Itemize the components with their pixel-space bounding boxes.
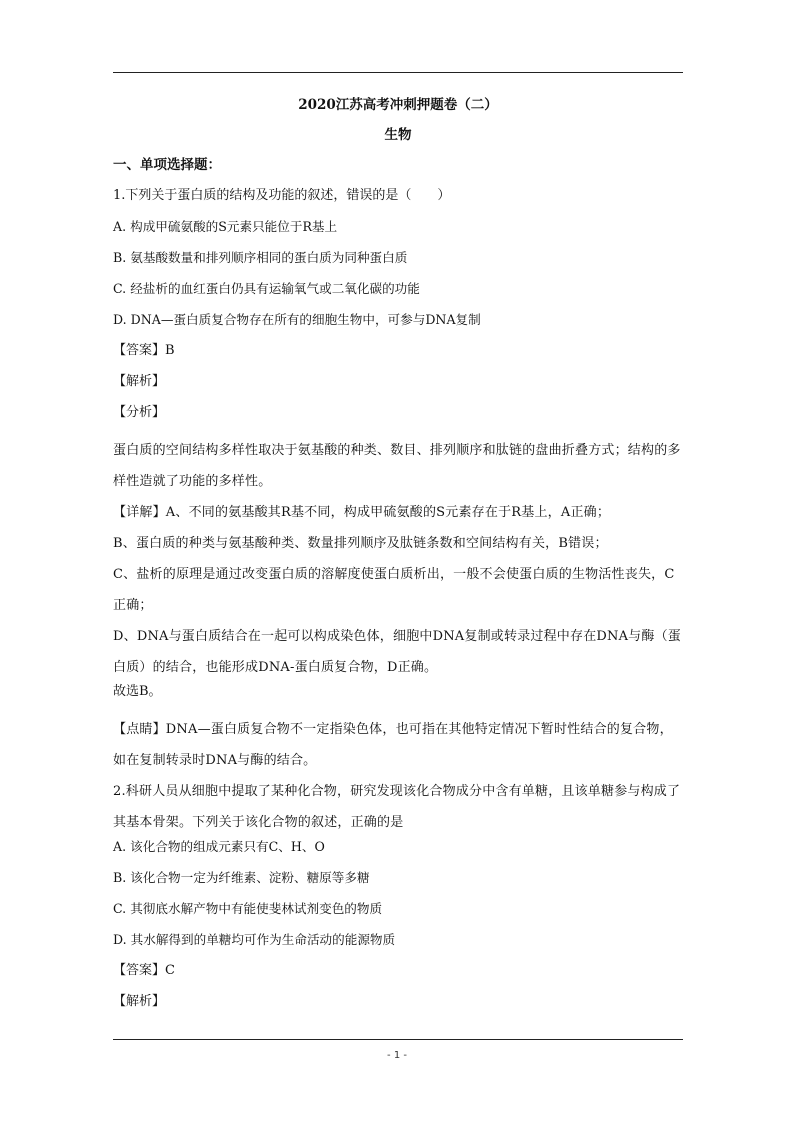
question-2-answer: 【答案】C — [113, 963, 175, 978]
question-1-option-c: C. 经盐析的血红蛋白仍具有运输氧气或二氧化碳的功能 — [113, 281, 420, 296]
question-1-note: 【点睛】DNA—蛋白质复合物不一定指染色体，也可指在其他特定情况下暂时性结合的复合物，如在复制转录时DNA与酶的结合。 — [113, 722, 673, 768]
header-rule — [113, 72, 683, 73]
question-1-option-a: A. 构成甲硫氨酸的S元素只能位于R基上 — [113, 219, 338, 234]
question-1-analysis-label: 【分析】 — [113, 405, 166, 420]
page-number: - 1 - — [387, 1050, 407, 1061]
question-2-option-a: A. 该化合物的组成元素只有C、H、O — [113, 839, 325, 854]
question-1-option-b: B. 氨基酸数量和排列顺序相同的蛋白质为同种蛋白质 — [113, 250, 408, 265]
footer-rule — [113, 1039, 683, 1040]
question-2-option-b: B. 该化合物一定为纤维素、淀粉、糖原等多糖 — [113, 870, 370, 885]
subject-title: 生物 — [384, 127, 412, 143]
question-1-analysis-text: 蛋白质的空间结构多样性取决于氨基酸的种类、数目、排列顺序和肽链的盘曲折叠方式；结构的多样性造就了功能的多样性。 — [113, 443, 681, 489]
question-2-explanation-label: 【解析】 — [113, 994, 166, 1009]
question-2-option-d: D. 其水解得到的单糖均可作为生命活动的能源物质 — [113, 932, 396, 947]
question-1-option-d: D. DNA—蛋白质复合物存在所有的细胞生物中，可参与DNA复制 — [113, 312, 481, 327]
question-2-stem: 2.科研人员从细胞中提取了某种化合物，研究发现该化合物成分中含有单糖，且该单糖参与构成了其基本骨架。下列关于该化合物的叙述，正确的是 — [113, 784, 681, 830]
question-1-explanation-label: 【解析】 — [113, 374, 166, 389]
question-1-detail-b: B、蛋白质的种类与氨基酸种类、数量排列顺序及肽链条数和空间结构有关，B错误； — [113, 536, 608, 551]
section-heading: 一、单项选择题： — [113, 157, 221, 173]
question-2-option-c: C. 其彻底水解产物中有能使斐林试剂变色的物质 — [113, 901, 383, 916]
question-1-stem: 1.下列关于蛋白质的结构及功能的叙述，错误的是（ ） — [113, 188, 451, 203]
question-1-conclusion: 故选B。 — [113, 684, 162, 699]
question-1-detail-d: D、DNA与蛋白质结合在一起可以构成染色体，细胞中DNA复制或转录过程中存在DNA与酶（蛋白质）的结合，也能形成DNA-蛋白质复合物，D正确。 — [113, 629, 681, 675]
question-1-detail-c: C、盐析的原理是通过改变蛋白质的溶解度使蛋白质析出，一般不会使蛋白质的生物活性丧失，C正确； — [113, 567, 675, 613]
page-title: 2020江苏高考冲刺押题卷（二） — [298, 97, 498, 113]
document-body — [113, 96, 683, 1024]
question-1-answer: 【答案】B — [113, 343, 175, 358]
question-1-detail-a: 【详解】A、不同的氨基酸其R基不同，构成甲硫氨酸的S元素存在于R基上，A正确； — [113, 505, 611, 520]
